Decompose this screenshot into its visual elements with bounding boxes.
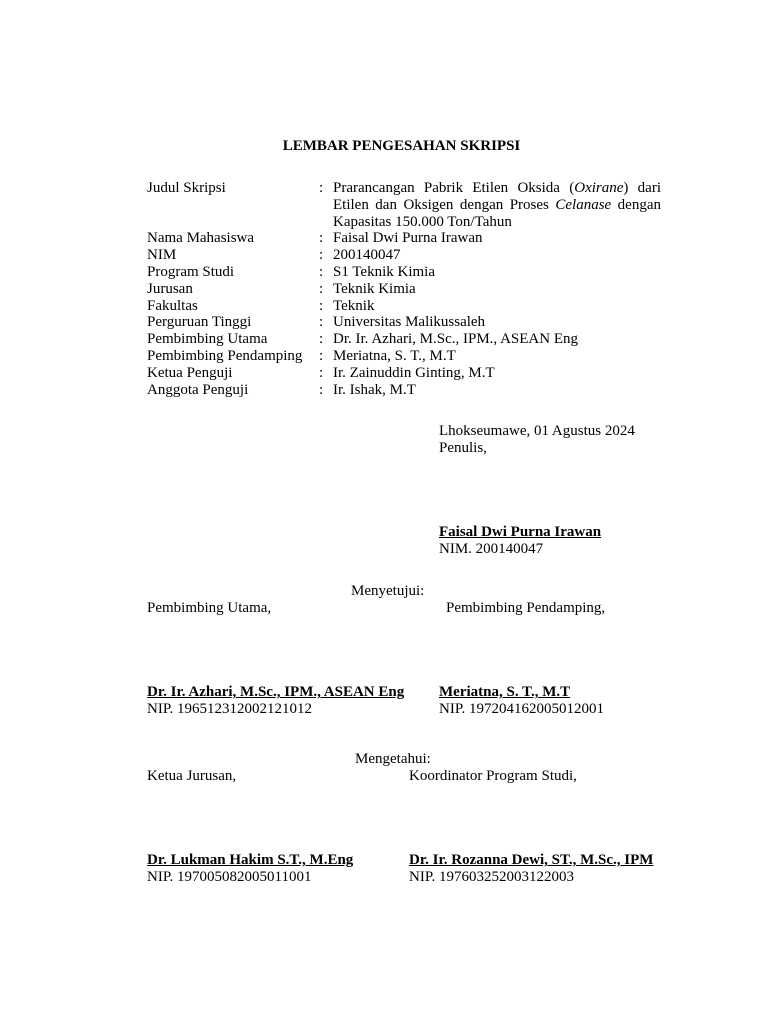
- info-colon: :: [319, 180, 324, 196]
- info-colon: :: [319, 247, 324, 264]
- co-advisor-name: Meriatna, S. T., M.T: [439, 684, 571, 700]
- info-label: Pembimbing Utama: [147, 331, 268, 348]
- info-label: Fakultas: [147, 297, 198, 314]
- co-advisor-role: Pembimbing Pendamping,: [446, 600, 606, 616]
- info-label: Ketua Penguji: [147, 364, 233, 381]
- info-value: Ir. Ishak, M.T: [333, 381, 416, 398]
- info-label: Program Studi: [147, 263, 235, 280]
- page-title: LEMBAR PENGESAHAN SKRIPSI: [282, 138, 521, 154]
- info-value: S1 Teknik Kimia: [333, 263, 436, 280]
- info-value: Dr. Ir. Azhari, M.Sc., IPM., ASEAN Eng: [333, 331, 578, 348]
- info-row: [147, 365, 661, 382]
- info-colon: :: [319, 297, 324, 314]
- info-value: Teknik Kimia: [333, 280, 416, 297]
- info-row: [147, 331, 661, 348]
- writer-label: Penulis,: [439, 440, 487, 456]
- program-coordinator-name: Dr. Ir. Rozanna Dewi, ST., M.Sc., IPM: [409, 852, 654, 868]
- acknowledge-label: Mengetahui:: [355, 751, 431, 767]
- thesis-title-italic: Oxirane: [574, 180, 624, 196]
- info-row: [147, 230, 661, 247]
- info-row: [147, 247, 661, 264]
- info-value: Universitas Malikussaleh: [333, 314, 486, 331]
- info-label: Judul Skripsi: [147, 180, 226, 196]
- info-row: [147, 314, 661, 331]
- info-label: Anggota Penguji: [147, 381, 249, 398]
- info-value: 200140047: [333, 247, 401, 264]
- info-row-judul: [147, 180, 661, 230]
- info-value: Teknik: [333, 297, 375, 314]
- info-row: [147, 281, 661, 298]
- info-label: Jurusan: [147, 280, 193, 297]
- info-colon: :: [319, 331, 324, 348]
- thesis-title-part: dengan Kapasitas 150.000 Ton/Tahun: [333, 196, 661, 230]
- info-value: Faisal Dwi Purna Irawan: [333, 230, 483, 247]
- main-advisor-role: Pembimbing Utama,: [147, 600, 272, 616]
- info-colon: :: [319, 314, 324, 331]
- info-row: [147, 264, 661, 281]
- info-label: Perguruan Tinggi: [147, 314, 252, 331]
- info-colon: :: [319, 230, 324, 247]
- dept-head-nip: NIP. 197005082005011001: [147, 869, 312, 885]
- info-value: Ir. Zainuddin Ginting, M.T: [333, 364, 495, 381]
- info-row: [147, 298, 661, 315]
- info-label: Nama Mahasiswa: [147, 230, 255, 247]
- approve-label: Menyetujui:: [351, 583, 425, 599]
- info-row: [147, 382, 661, 399]
- thesis-title-italic: Celanase: [555, 196, 612, 213]
- program-coordinator-nip: NIP. 197603252003122003: [409, 869, 575, 885]
- info-label: Pembimbing Pendamping: [147, 347, 303, 364]
- writer-name: Faisal Dwi Purna Irawan: [439, 524, 602, 540]
- thesis-info-table: [147, 180, 661, 398]
- dept-head-role: Ketua Jurusan,: [147, 768, 237, 784]
- info-colon: :: [319, 280, 324, 297]
- place-date: Lhokseumawe, 01 Agustus 2024: [439, 423, 635, 439]
- main-advisor-nip: NIP. 196512312002121012: [147, 701, 313, 717]
- info-colon: :: [319, 364, 324, 381]
- info-value: Meriatna, S. T., M.T: [333, 347, 456, 364]
- program-coordinator-role: Koordinator Program Studi,: [409, 768, 577, 784]
- thesis-title-part: Prarancangan Pabrik Etilen Oksida (: [333, 180, 575, 196]
- info-colon: :: [319, 381, 324, 398]
- info-colon: :: [319, 263, 324, 280]
- main-advisor-name: Dr. Ir. Azhari, M.Sc., IPM., ASEAN Eng: [147, 684, 405, 700]
- writer-nim: NIM. 200140047: [439, 541, 544, 557]
- info-label: NIM: [147, 247, 177, 264]
- thesis-title-value: [333, 180, 661, 230]
- dept-head-name: Dr. Lukman Hakim S.T., M.Eng: [147, 852, 354, 868]
- info-row: [147, 348, 661, 365]
- co-advisor-nip: NIP. 197204162005012001: [439, 701, 605, 717]
- thesis-title-part: ) dari Etilen dan Oksigen dengan Proses: [333, 180, 661, 213]
- info-colon: :: [319, 347, 324, 364]
